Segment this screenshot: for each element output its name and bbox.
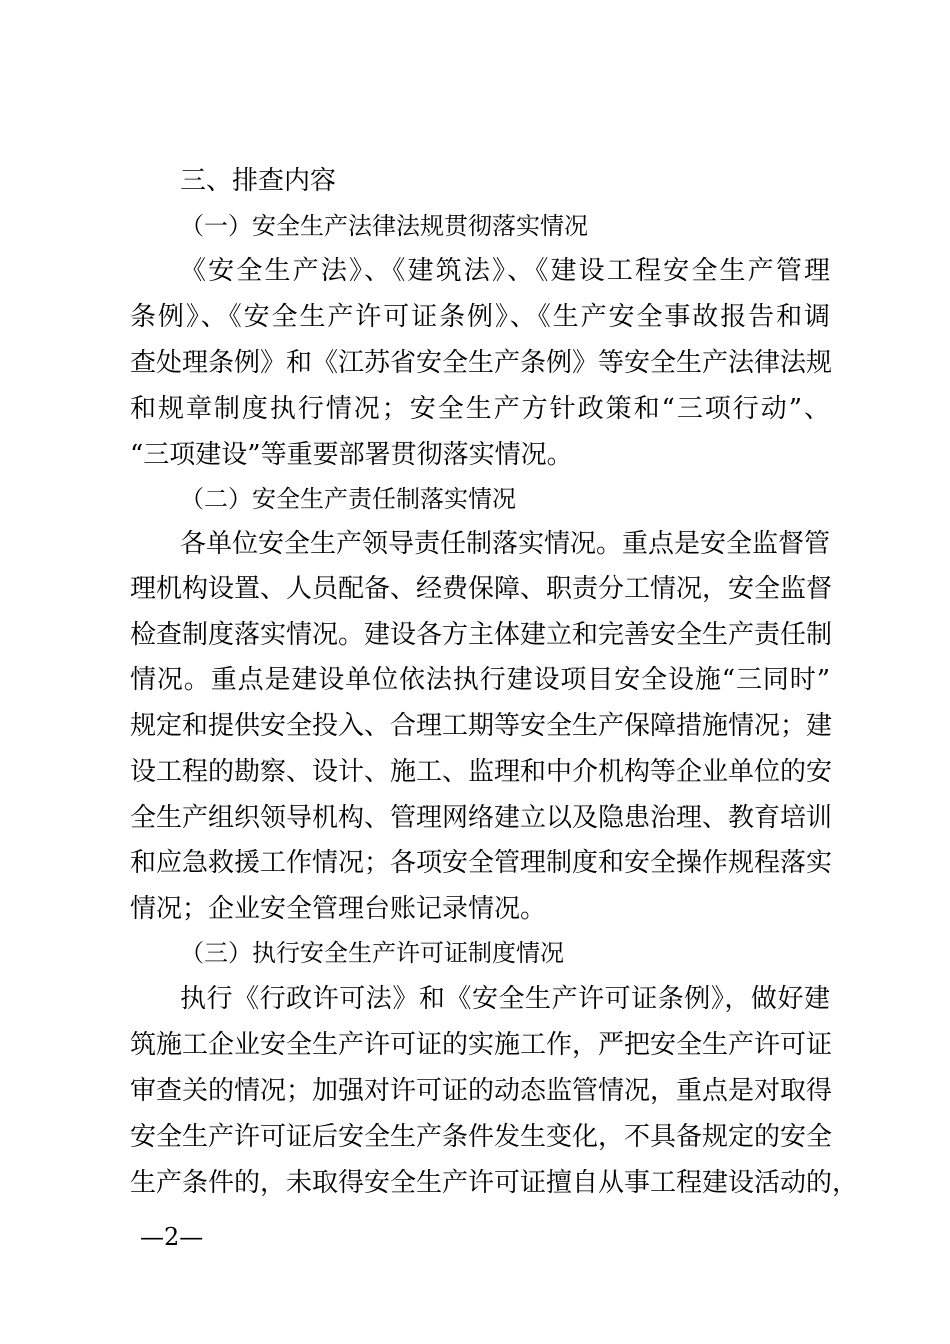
- paragraph-line: 条例》、《安全生产许可证条例》、《生产安全事故报告和调: [130, 302, 830, 332]
- subsection-heading-3: （三）执行安全生产许可证制度情况: [180, 939, 564, 967]
- paragraph-line: 安全生产许可证后安全生产条件发生变化，不具备规定的安全: [130, 1122, 833, 1152]
- paragraph-line: 各单位安全生产领导责任制落实情况。重点是安全监督管: [180, 529, 831, 559]
- paragraph-line: 情况；企业安全管理台账记录情况。: [130, 894, 547, 924]
- paragraph-line: 查处理条例》和《江苏省安全生产条例》等安全生产法律法规: [130, 348, 833, 378]
- paragraph-line: 检查制度落实情况。建设各方主体建立和完善安全生产责任制: [130, 620, 833, 650]
- paragraph-line: 理机构设置、人员配备、经费保障、职责分工情况，安全监督: [130, 574, 833, 604]
- paragraph-line: 和应急救援工作情况；各项安全管理制度和安全操作规程落实: [130, 848, 833, 878]
- paragraph-line: 生产条件的，未取得安全生产许可证擅自从事工程建设活动的，: [130, 1168, 859, 1198]
- subsection-heading-2: （二）安全生产责任制落实情况: [180, 485, 516, 513]
- paragraph-line: 筑施工企业安全生产许可证的实施工作，严把安全生产许可证: [130, 1030, 833, 1060]
- paragraph-line: 审查关的情况；加强对许可证的动态监管情况，重点是对取得: [130, 1076, 833, 1106]
- paragraph-line: “三项建设”等重要部署贯彻落实情况。: [130, 440, 573, 470]
- paragraph-line: 和规章制度执行情况；安全生产方针政策和“三项行动”、: [130, 394, 830, 424]
- section-heading: 三、排查内容: [180, 166, 337, 196]
- page-number: —2—: [140, 1223, 204, 1251]
- paragraph-line: 规定和提供安全投入、合理工期等安全生产保障措施情况；建: [130, 711, 833, 741]
- paragraph-line: 情况。重点是建设单位依法执行建设项目安全设施“三同时”: [130, 665, 830, 695]
- paragraph-line: 设工程的勘察、设计、施工、监理和中介机构等企业单位的安: [130, 757, 833, 787]
- subsection-heading-1: （一）安全生产法律法规贯彻落实情况: [180, 212, 588, 240]
- paragraph-line: 《安全生产法》、《建筑法》、《建设工程安全生产管理: [180, 256, 830, 286]
- paragraph-line: 执行《行政许可法》和《安全生产许可证条例》，做好建: [180, 984, 830, 1014]
- paragraph-line: 全生产组织领导机构、管理网络建立以及隐患治理、教育培训: [130, 803, 833, 833]
